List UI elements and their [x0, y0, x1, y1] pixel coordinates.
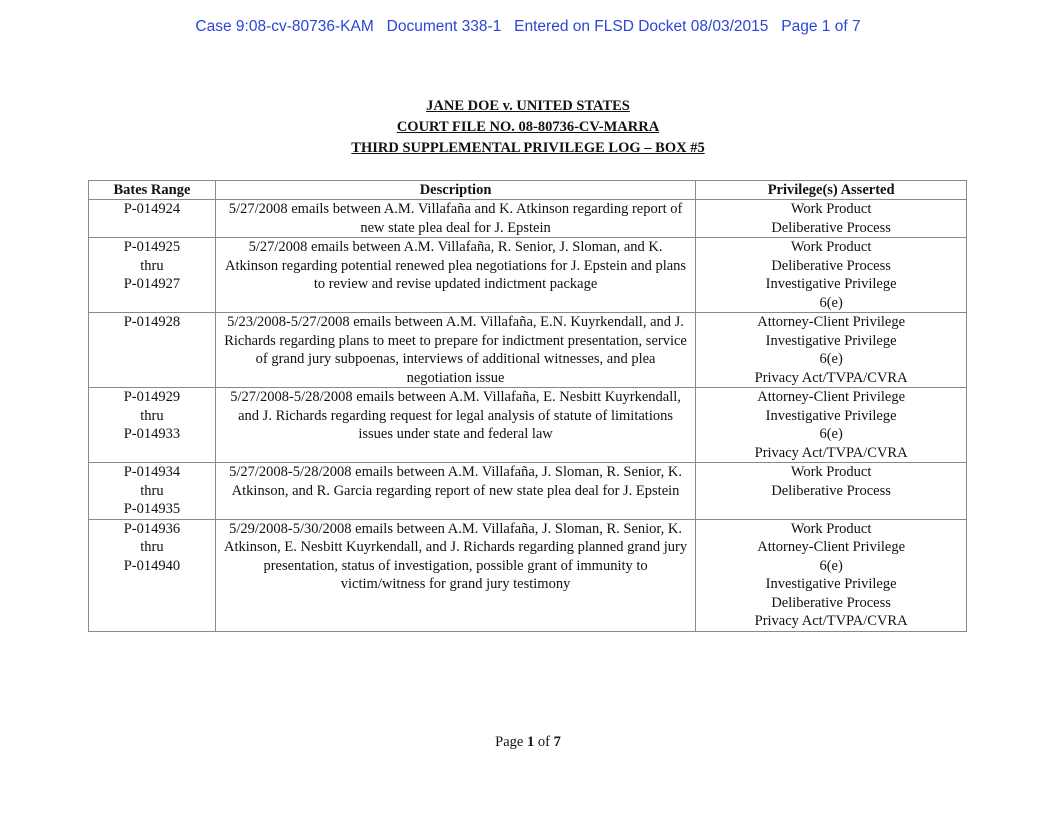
table-body	[89, 200, 967, 632]
privilege-line: Privacy Act/TVPA/CVRA	[754, 369, 908, 386]
privilege-line: Deliberative Process	[771, 482, 891, 499]
privilege-line: Attorney-Client Privilege	[757, 314, 906, 330]
of-label: of	[537, 734, 550, 750]
log-title: THIRD SUPPLEMENTAL PRIVILEGE LOG – BOX #5	[351, 140, 705, 156]
bates-range-cell	[89, 519, 216, 631]
case-caption: JANE DOE v. UNITED STATES	[426, 98, 630, 114]
privilege-line: Privacy Act/TVPA/CVRA	[754, 613, 908, 629]
privileges-cell	[696, 313, 967, 388]
bates-line: P-014934	[123, 464, 181, 480]
bates-range-cell	[89, 388, 216, 463]
bates-line: P-014933	[123, 426, 181, 442]
privilege-line: Investigative Privilege	[765, 276, 897, 292]
privilege-line: 6(e)	[819, 351, 843, 367]
privilege-line: Work Product	[790, 239, 872, 255]
privilege-line: Investigative Privilege	[765, 332, 897, 349]
court-file-number: COURT FILE NO. 08-80736-CV-MARRA	[396, 119, 660, 135]
table-header-row	[89, 181, 967, 200]
table-row	[89, 463, 967, 520]
bates-range-cell	[89, 313, 216, 388]
description-cell: 5/27/2008-5/28/2008 emails between A.M. Villafaña, E. Nesbitt Kuyrkendall, and J. Richards regarding request for legal analysis of statute of limitations issues under state and federal law	[215, 388, 695, 463]
privilege-line: Investigative Privilege	[765, 576, 897, 592]
privileges-cell	[696, 238, 967, 313]
bates-range-cell	[89, 200, 216, 238]
privilege-line: Attorney-Client Privilege	[757, 389, 906, 405]
header-bates-range: Bates Range	[89, 181, 216, 200]
bates-line: P-014940	[123, 557, 181, 574]
bates-line: thru	[140, 257, 164, 274]
privilege-line: Attorney-Client Privilege	[757, 539, 906, 555]
privilege-line: Work Product	[790, 201, 872, 217]
privilege-line: Deliberative Process	[771, 257, 891, 274]
privilege-line: Deliberative Process	[771, 219, 891, 236]
bates-line: P-014935	[123, 501, 181, 517]
privilege-line: 6(e)	[819, 294, 843, 311]
bates-line: thru	[140, 407, 164, 424]
bates-range-cell	[89, 238, 216, 313]
privilege-line: 6(e)	[819, 426, 843, 442]
page-footer	[0, 734, 1056, 751]
privileges-cell	[696, 463, 967, 520]
description-cell: 5/27/2008 emails between A.M. Villafaña and K. Atkinson regarding report of new state plea deal for J. Epstein	[215, 200, 695, 238]
description-cell: 5/29/2008-5/30/2008 emails between A.M. Villafaña, J. Sloman, R. Senior, K. Atkinson, E. Nesbitt Kuyrkendall, and J. Richards regarding planned grand jury presentation, status of investigation, possible grant of immunity to victim/witness for grand jury testimony	[215, 519, 695, 631]
docket-header: Case 9:08-cv-80736-KAM Document 338-1 Entered on FLSD Docket 08/03/2015 Page 1 of 7	[195, 18, 861, 35]
privilege-line: Work Product	[790, 520, 872, 537]
privilege-line: Investigative Privilege	[765, 407, 897, 424]
total-pages: 7	[553, 734, 561, 750]
header-privileges: Privilege(s) Asserted	[696, 181, 967, 200]
bates-range-cell	[89, 463, 216, 520]
document-title-block	[0, 96, 1056, 159]
bates-line: P-014928	[123, 314, 181, 330]
bates-line: P-014924	[123, 201, 181, 217]
bates-line: P-014927	[123, 276, 181, 292]
privileges-cell	[696, 200, 967, 238]
privilege-log-table	[88, 180, 967, 632]
bates-line: P-014936	[123, 520, 181, 537]
table-row	[89, 388, 967, 463]
table-row	[89, 238, 967, 313]
bates-line: thru	[140, 482, 164, 499]
bates-line: thru	[140, 539, 164, 555]
page-label: Page	[495, 734, 524, 750]
privilege-line: Privacy Act/TVPA/CVRA	[754, 444, 908, 461]
privilege-line: Deliberative Process	[771, 594, 891, 611]
privileges-cell	[696, 388, 967, 463]
privilege-line: 6(e)	[819, 557, 843, 574]
table-row	[89, 519, 967, 631]
description-cell: 5/27/2008-5/28/2008 emails between A.M. Villafaña, J. Sloman, R. Senior, K. Atkinson, and R. Garcia regarding report of new state plea deal for J. Epstein	[215, 463, 695, 520]
table-row	[89, 313, 967, 388]
description-cell: 5/23/2008-5/27/2008 emails between A.M. Villafaña, E.N. Kuyrkendall, and J. Richards regarding plans to meet to prepare for indictment presentation, service of grand jury subpoenas, interviews of additional witnesses, and plea negotiation issue	[215, 313, 695, 388]
bates-line: P-014925	[123, 239, 181, 255]
privileges-cell	[696, 519, 967, 631]
page-number: 1	[526, 734, 535, 750]
bates-line: P-014929	[123, 389, 181, 405]
description-cell: 5/27/2008 emails between A.M. Villafaña, R. Senior, J. Sloman, and K. Atkinson regarding potential renewed plea negotiations for J. Epstein and plans to review and revise updated indictment package	[215, 238, 695, 313]
header-description: Description	[215, 181, 695, 200]
privilege-line: Work Product	[790, 464, 872, 480]
table-row	[89, 200, 967, 238]
